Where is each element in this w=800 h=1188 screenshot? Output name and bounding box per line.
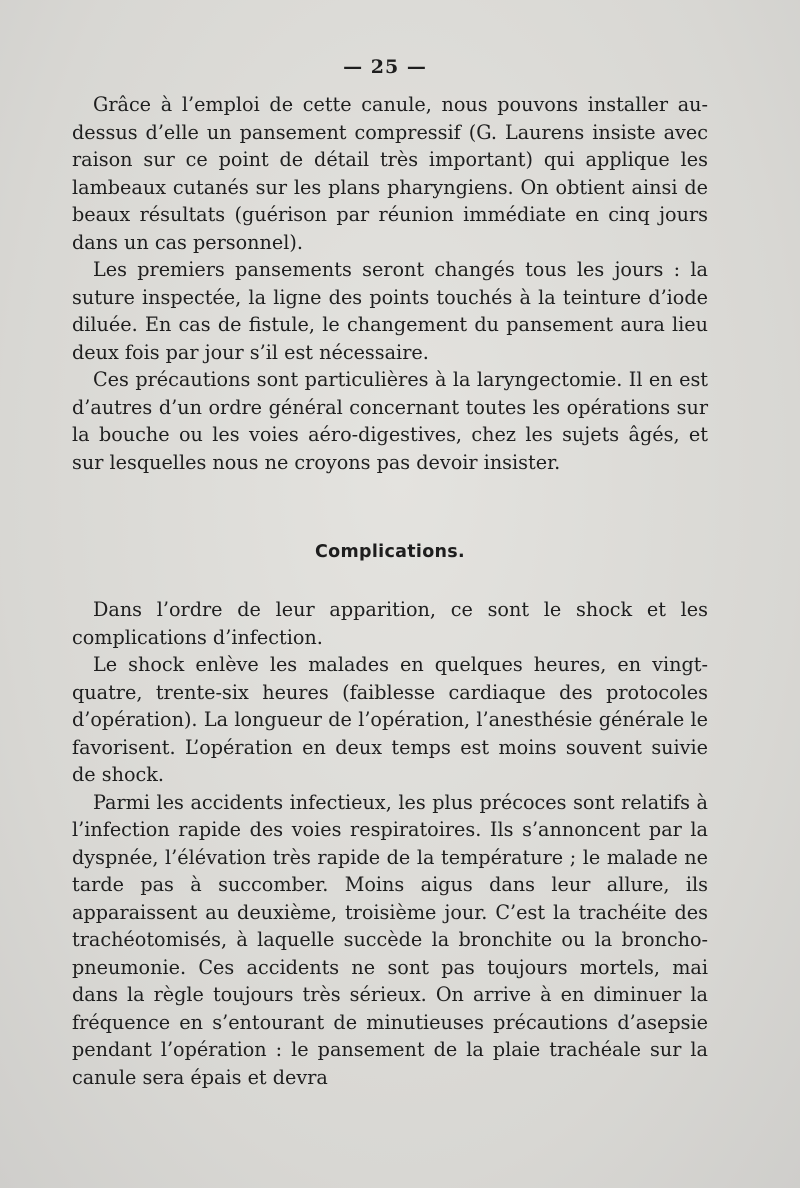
text-section-complications (72, 596, 708, 1091)
section-heading: Complications. (315, 542, 465, 562)
paragraph: Dans l’ordre de leur apparition, ce sont le shock et les complications d’infection. (72, 598, 708, 649)
paragraph: Parmi les accidents infectieux, les plus précoces sont relatifs à l’infection rapide des voies respiratoires. Ils s’annoncent par la dyspnée, l’élévation très rapide de la température ; le malade ne tarde pas à succomber. Moins aigus dans leur allure, ils apparaissent au deuxième, troisième jour. C’est la trachéite des trachéotomisés, à laquelle succède la bronchite ou la broncho-pneumonie. Ces accidents ne sont pas toujours mortels, mai dans la règle toujours très sérieux. On arrive à en diminuer la fréquence en s’entourant de minutieuses précautions d’asepsie pendant l’opération : le pansement de la plaie trachéale sur la canule sera épais et devra (72, 790, 708, 1089)
paragraph: Les premiers pansements seront changés tous les jours : la suture inspectée, la ligne des points touchés à la teinture d’iode diluée. En cas de fistule, le changement du pansement aura lieu deux fois par jour s’il est nécessaire. (72, 258, 708, 364)
text-section-top (72, 91, 708, 476)
paragraph: Grâce à l’emploi de cette canule, nous pouvons installer au-dessus d’elle un pansement compressif (G. Laurens insiste avec raison sur ce point de détail très important) qui applique les lambeaux cutanés sur les plans pharyngiens. On obtient ainsi de beaux résultats (guérison par réunion immédiate en cinq jours dans un cas personnel). (72, 93, 708, 254)
paragraph: Ces précautions sont particulières à la laryngectomie. Il en est d’autres d’un ordre général concernant toutes les opérations sur la bouche ou les voies aéro-digestives, chez les sujets âgés, et sur lesquelles nous ne croyons pas devoir insister. (72, 368, 708, 474)
paragraph: Le shock enlève les malades en quelques heures, en vingt-quatre, trente-six heures (faiblesse cardiaque des protocoles d’opération). La longueur de l’opération, l’anesthésie générale le favorisent. L’opération en deux temps est moins souvent suivie de shock. (72, 653, 708, 786)
page-number: — 25 — (343, 56, 427, 78)
